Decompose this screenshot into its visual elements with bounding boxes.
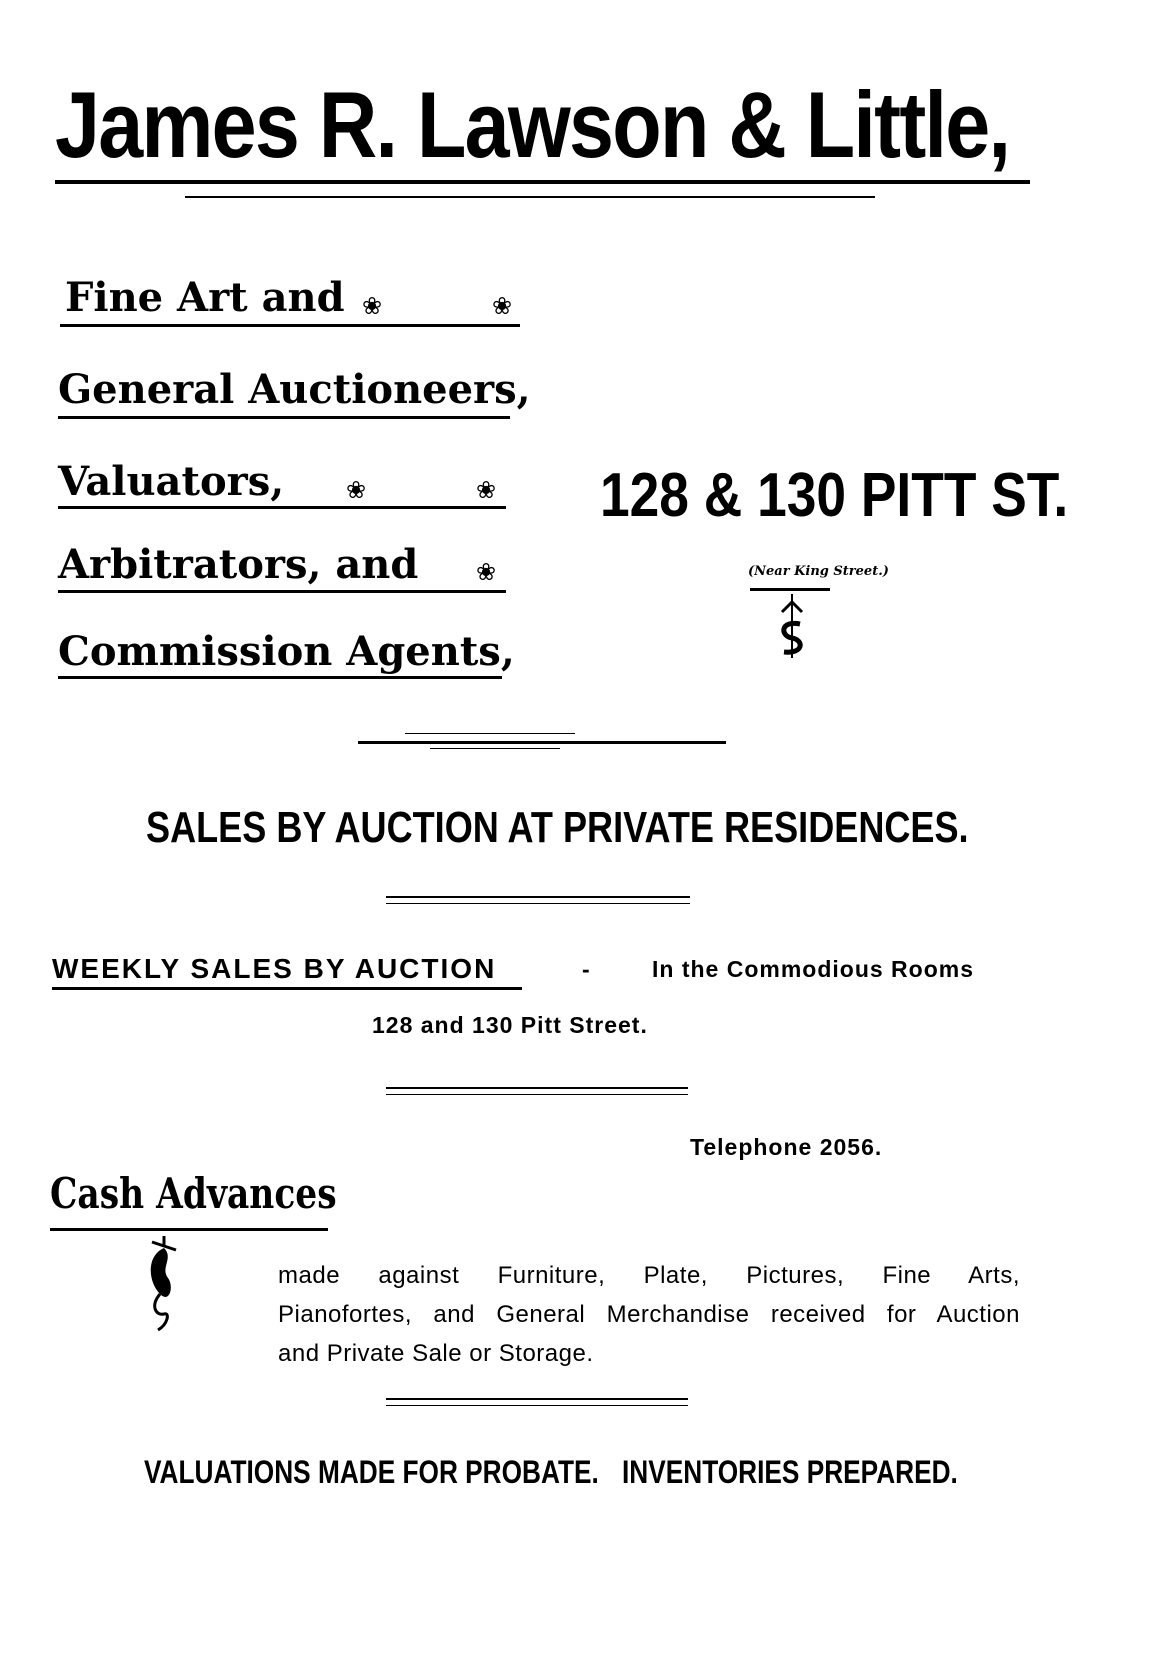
page-title: James R. Lawson & Little, [55, 72, 1010, 177]
weekly-underline [52, 987, 522, 990]
service-line-arbitrators: Arbitrators, and [58, 541, 419, 588]
address-note: (Near King Street.) [748, 564, 889, 579]
weekly-street: 128 and 130 Pitt Street. [372, 1012, 648, 1038]
cash-description [278, 1256, 1020, 1373]
divider [386, 1087, 688, 1089]
divider [386, 1094, 688, 1095]
divider [386, 903, 690, 904]
service-line-valuators: Valuators, [58, 458, 285, 505]
divider [358, 741, 726, 744]
inventories-prepared: INVENTORIES PREPARED. [622, 1454, 958, 1490]
telephone: Telephone 2056. [690, 1134, 883, 1160]
cash-line-3: and Private Sale or Storage. [278, 1340, 594, 1367]
service-line-commission: Commission Agents, [58, 628, 515, 675]
service-underline [60, 324, 520, 327]
service-underline [58, 416, 510, 419]
sales-private-residences: SALES BY AUCTION AT PRIVATE RESIDENCES. [146, 803, 969, 852]
title-underline-thin [185, 196, 875, 198]
address-rule [750, 588, 830, 591]
flower-ornament-icon: ❀ [362, 292, 383, 320]
flower-ornament-icon: ❀ [492, 292, 513, 320]
street-address: 128 & 130 PITT ST. [600, 461, 1069, 530]
divider [386, 1405, 688, 1406]
service-underline [58, 590, 506, 593]
cash-underline [50, 1228, 328, 1231]
flower-ornament-icon: ❀ [476, 476, 497, 504]
service-underline [58, 676, 502, 679]
pendant-ornament-icon [140, 1234, 190, 1338]
valuations-probate: VALUATIONS MADE FOR PROBATE. [144, 1454, 599, 1490]
weekly-rooms: In the Commodious Rooms [652, 956, 974, 982]
divider [386, 896, 690, 898]
service-line-fine-art: Fine Art and [65, 274, 345, 321]
divider [386, 1398, 688, 1400]
weekly-sales-heading: WEEKLY SALES BY AUCTION [52, 953, 497, 984]
divider [430, 748, 560, 749]
flower-ornament-icon: ❀ [346, 476, 367, 504]
service-underline [58, 506, 506, 509]
weekly-dash: - [582, 956, 591, 982]
service-line-general: General Auctioneers, [58, 366, 531, 413]
flower-ornament-icon: ❀ [476, 558, 497, 586]
divider [405, 733, 575, 734]
cash-line-2: Pianofortes, and General Merchandise received for Auction [278, 1301, 1020, 1328]
cash-advances-heading: Cash Advances [50, 1169, 337, 1218]
title-underline [55, 180, 1030, 184]
swash-ornament-icon [772, 592, 812, 660]
cash-line-1: made against Furniture, Plate, Pictures, Fine Arts, [278, 1262, 1020, 1289]
